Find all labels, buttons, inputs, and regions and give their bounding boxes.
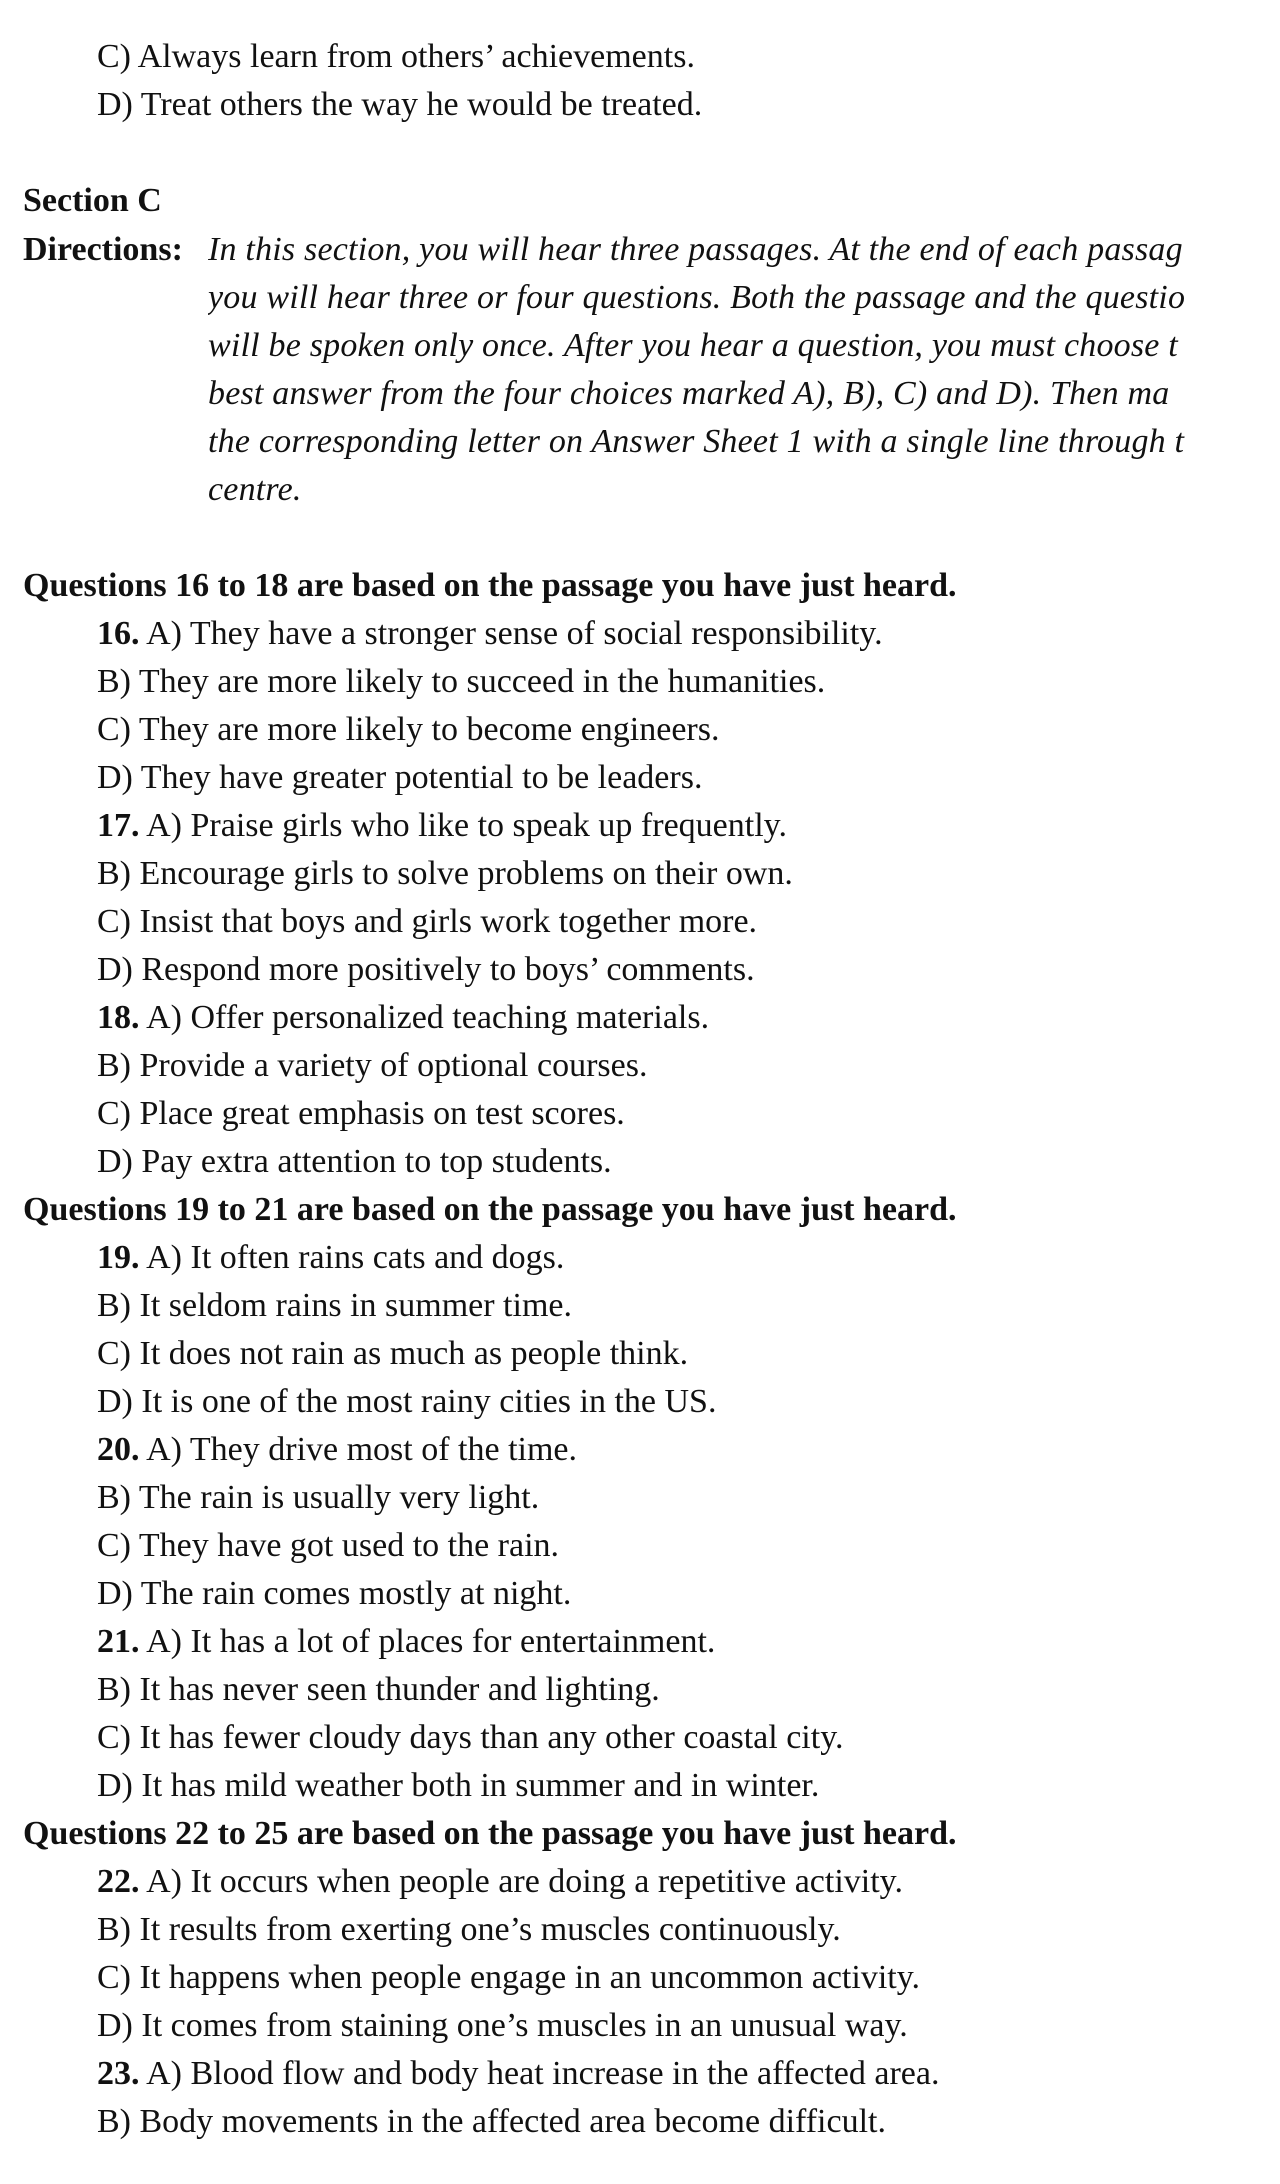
option-text: A) Praise girls who like to speak up frequently. xyxy=(146,807,787,844)
option-text: A) They have a stronger sense of social responsibility. xyxy=(146,615,883,652)
question-17-option-b: B) Encourage girls to solve problems on their own. xyxy=(97,855,793,892)
question-16-option-a xyxy=(97,610,883,658)
group-header: Questions 22 to 25 are based on the passage you have just heard. xyxy=(23,1815,957,1852)
question-19-option-d: D) It is one of the most rainy cities in the US. xyxy=(97,1383,717,1420)
option-text: A) They drive most of the time. xyxy=(146,1431,578,1468)
question-18-option-d: D) Pay extra attention to top students. xyxy=(97,1143,612,1180)
question-17-option-a xyxy=(97,802,787,850)
question-20-option-b: B) The rain is usually very light. xyxy=(97,1479,540,1516)
question-23-option-a xyxy=(97,2050,939,2098)
directions-label: Directions: xyxy=(23,231,183,268)
question-20-option-c: C) They have got used to the rain. xyxy=(97,1527,560,1564)
option-text: A) It has a lot of places for entertainment. xyxy=(146,1623,716,1660)
option-text: A) Blood flow and body heat increase in the affected area. xyxy=(146,2055,940,2092)
question-19-option-a xyxy=(97,1234,564,1282)
question-22-option-b: B) It results from exerting one’s muscles continuously. xyxy=(97,1911,841,1948)
question-16-option-c: C) They are more likely to become engineers. xyxy=(97,711,720,748)
question-17-option-d: D) Respond more positively to boys’ comments. xyxy=(97,951,755,988)
question-number: 21. xyxy=(97,1623,140,1660)
question-23-option-b: B) Body movements in the affected area become difficult. xyxy=(97,2103,886,2140)
question-18-option-b: B) Provide a variety of optional courses. xyxy=(97,1047,648,1084)
question-16-option-b: B) They are more likely to succeed in the humanities. xyxy=(97,663,826,700)
question-19-option-b: B) It seldom rains in summer time. xyxy=(97,1287,572,1324)
directions-line: the corresponding letter on Answer Sheet 1 with a single line through t xyxy=(208,423,1185,460)
question-number: 22. xyxy=(97,1863,140,1900)
question-19-option-c: C) It does not rain as much as people think. xyxy=(97,1335,689,1372)
question-20-option-a xyxy=(97,1426,577,1474)
question-22-option-a xyxy=(97,1858,903,1906)
question-number: 17. xyxy=(97,807,140,844)
question-20-option-d: D) The rain comes mostly at night. xyxy=(97,1575,572,1612)
directions-line: centre. xyxy=(208,471,302,508)
group-header: Questions 16 to 18 are based on the passage you have just heard. xyxy=(23,567,957,604)
prev-option-d: D) Treat others the way he would be treated. xyxy=(97,86,703,123)
directions-line: In this section, you will hear three passages. At the end of each passag xyxy=(208,231,1183,268)
directions-line: will be spoken only once. After you hear a question, you must choose t xyxy=(208,327,1178,364)
question-22-option-d: D) It comes from staining one’s muscles in an unusual way. xyxy=(97,2007,908,2044)
option-text: A) It occurs when people are doing a repetitive activity. xyxy=(146,1863,903,1900)
option-text: A) It often rains cats and dogs. xyxy=(146,1239,565,1276)
prev-option-c: C) Always learn from others’ achievements. xyxy=(97,38,695,75)
question-16-option-d: D) They have greater potential to be leaders. xyxy=(97,759,703,796)
option-text: A) Offer personalized teaching materials. xyxy=(146,999,710,1036)
question-number: 16. xyxy=(97,615,140,652)
question-number: 19. xyxy=(97,1239,140,1276)
question-17-option-c: C) Insist that boys and girls work together more. xyxy=(97,903,758,940)
question-number: 18. xyxy=(97,999,140,1036)
question-21-option-c: C) It has fewer cloudy days than any other coastal city. xyxy=(97,1719,844,1756)
directions-text xyxy=(208,226,1280,514)
question-18-option-c: C) Place great emphasis on test scores. xyxy=(97,1095,625,1132)
question-21-option-a xyxy=(97,1618,715,1666)
question-number: 23. xyxy=(97,2055,140,2092)
question-22-option-c: C) It happens when people engage in an uncommon activity. xyxy=(97,1959,921,1996)
question-number: 20. xyxy=(97,1431,140,1468)
section-title: Section C xyxy=(23,182,162,219)
question-21-option-b: B) It has never seen thunder and lighting. xyxy=(97,1671,660,1708)
directions-line: you will hear three or four questions. Both the passage and the questio xyxy=(208,279,1186,316)
directions-line: best answer from the four choices marked A), B), C) and D). Then ma xyxy=(208,375,1170,412)
question-18-option-a xyxy=(97,994,709,1042)
group-header: Questions 19 to 21 are based on the passage you have just heard. xyxy=(23,1191,957,1228)
question-21-option-d: D) It has mild weather both in summer and in winter. xyxy=(97,1767,820,1804)
